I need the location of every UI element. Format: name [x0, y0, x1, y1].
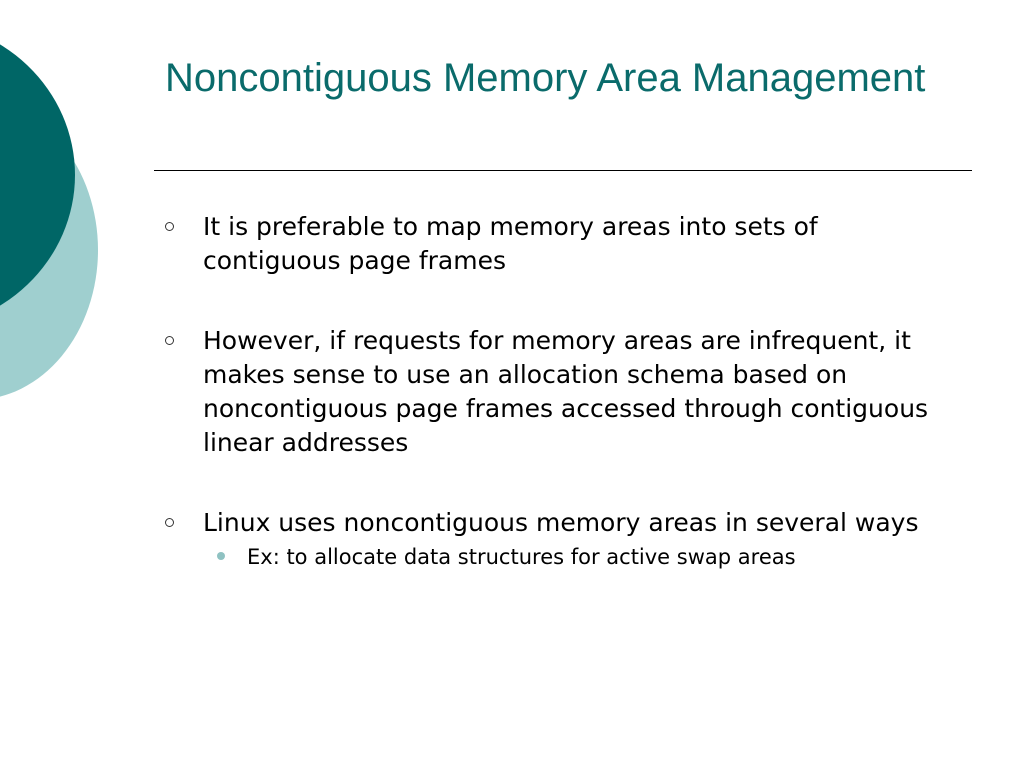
bullet-text: It is preferable to map memory areas into sets of contiguous page frames [203, 212, 818, 275]
hollow-circle-bullet-icon [165, 518, 174, 527]
slide-title: Noncontiguous Memory Area Management [165, 56, 926, 100]
bullet-item [165, 506, 955, 540]
title-divider [154, 170, 972, 171]
sub-bullet-text: Ex: to allocate data structures for active swap areas [247, 545, 796, 569]
hollow-circle-bullet-icon [165, 222, 174, 231]
bullet-item [165, 210, 955, 278]
hollow-circle-bullet-icon [165, 336, 174, 345]
bullet-list [165, 210, 955, 572]
sub-bullet-item [203, 542, 955, 572]
bullet-item [165, 324, 955, 460]
filled-circle-bullet-icon [217, 552, 225, 560]
bullet-text: Linux uses noncontiguous memory areas in several ways [203, 508, 919, 537]
bullet-text: However, if requests for memory areas are infrequent, it makes sense to use an allocation schema based on noncontiguous page frames accessed through contiguous linear addresses [203, 326, 929, 457]
